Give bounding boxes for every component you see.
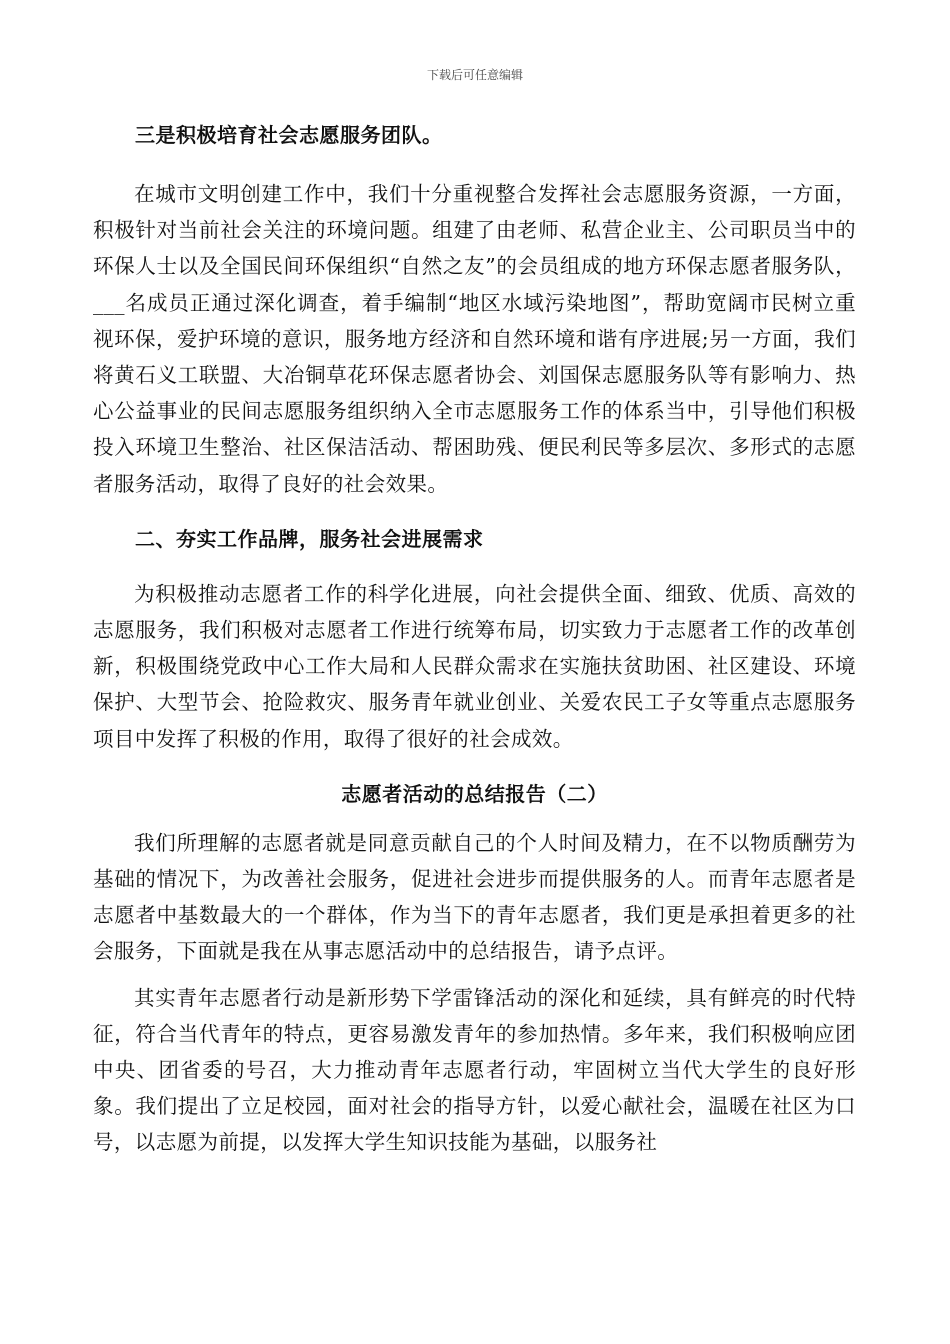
body-paragraph: 在城市文明创建工作中，我们十分重视整合发挥社会志愿服务资源，一方面，积极针对当前社会关注的环境问题。组建了由老师、私营企业主、公司职员当中的环保人士以及全国民间环保组织“自然之友”的会员组成的地方环保志愿者服务队，___名成员正通过深化调查，着手编制“地区水域污染地图”，帮助宽阔市民树立重视环保，爱护环境的意识，服务地方经济和自然环境和谐有序进展;另一方面，我们将黄石义工联盟、大冶铜草花环保志愿者协会、刘国保志愿服务队等有影响力、热心公益事业的民间志愿服务组织纳入全市志愿服务工作的体系当中，引导他们积极投入环境卫生整治、社区保洁活动、帮困助残、便民利民等多层次、多形式的志愿者服务活动，取得了良好的社会效果。 (93, 182, 856, 496)
section-heading: 三是积极培育社会志愿服务团队。 (135, 123, 443, 147)
document-body (93, 114, 856, 1161)
body-paragraph: 我们所理解的志愿者就是同意贡献自己的个人时间及精力，在不以物质酬劳为基础的情况下，为改善社会服务，促进社会进步而提供服务的人。而青年志愿者是志愿者中基数最大的一个群体，作为当下的青年志愿者，我们更是承担着更多的社会服务，下面就是我在从事志愿活动中的总结报告，请予点评。 (93, 830, 856, 964)
report-title: 志愿者活动的总结报告（二） (341, 781, 608, 806)
page-header-note: 下载后可任意编辑 (426, 68, 523, 82)
section-heading: 二、夯实工作品牌，服务社会进展需求 (135, 526, 484, 551)
body-paragraph: 其实青年志愿者行动是新形势下学雷锋活动的深化和延续，具有鲜亮的时代特征，符合当代青年的特点，更容易激发青年的参加热情。多年来，我们积极响应团中央、团省委的号召，大力推动青年志愿者行动，牢固树立当代大学生的良好形象。我们提出了立足校园，面对社会的指导方针，以爱心献社会，温暖在社区为口号，以志愿为前提，以发挥大学生知识技能为基础，以服务社 (93, 985, 856, 1155)
body-paragraph: 为积极推动志愿者工作的科学化进展，向社会提供全面、细致、优质、高效的志愿服务，我们积极对志愿者工作进行统筹布局，切实致力于志愿者工作的改革创新，积极围绕党政中心工作大局和人民群众需求在实施扶贫助困、社区建设、环境保护、大型节会、抢险救灾、服务青年就业创业、关爱农民工子女等重点志愿服务项目中发挥了积极的作用，取得了很好的社会成效。 (93, 581, 856, 751)
